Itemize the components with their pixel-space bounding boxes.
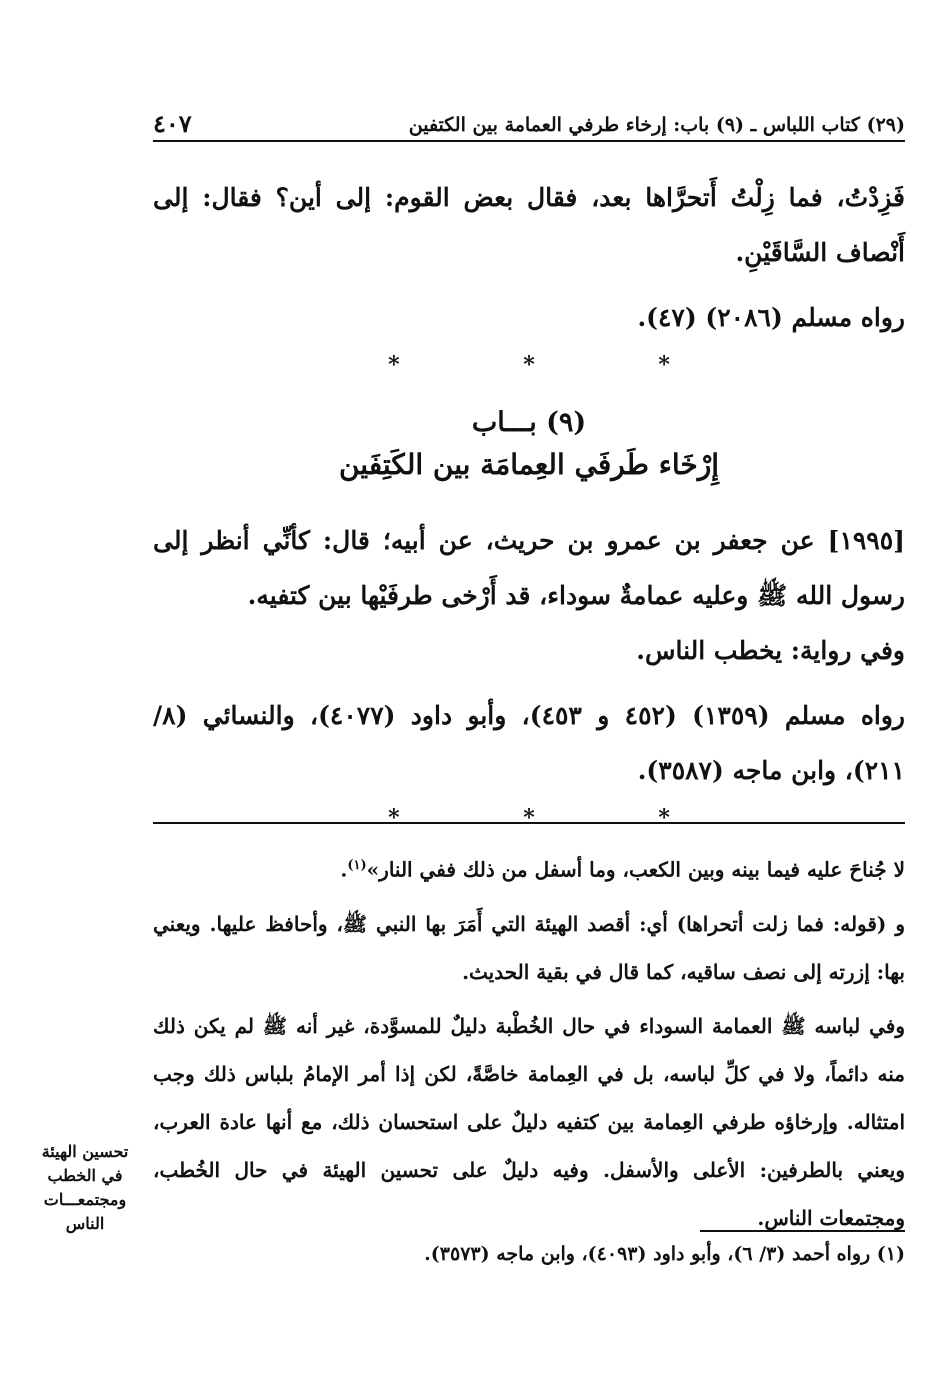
- source-citation-2: رواه مسلم (١٣٥٩) (٤٥٢ و ٤٥٣)، وأبو داود (٤٠٧٧)، والنسائي (٨/ ٢١١)، وابن ماجه (٣٥٨٧).: [153, 701, 906, 785]
- commentary-divider: [153, 822, 905, 824]
- commentary-paragraph-2: و (قوله: فما زلت أتحراها) أي: أقصد الهيئة التي أَمَرَ بها النبي ﷺ، وأحافظ عليها. ويعني بها: إزرته إلى نصف ساقيه، كما قال في بقية الحديث.: [153, 911, 905, 984]
- riwaya-line: وفي رواية: يخطب الناس.: [636, 636, 905, 665]
- commentary-paragraph-3: وفي لباسه ﷺ العمامة السوداء في حال الخُطْبة دليلٌ للمسوَّدة، غير أنه ﷺ لم يكن ذلك منه دائماً، ولا في كلِّ لباسه، بل في العِمامة خاصَّةً، لكن إذا أمر الإمامُ بلباس ذلك وجب امتثاله. وإرخاؤه طرفي العِمامة بين كتفيه دليلٌ على استحسان ذلك، مع أنها عادة العرب، ويعني بالطرفين: الأعلى والأسفل. وفيه دليلٌ على تحسين الهيئة في حال الخُطب، ومجتمعات الناس.: [153, 1013, 905, 1230]
- hadith-paragraph: [153, 513, 905, 623]
- continuation-paragraph: فَزِدْتُ، فما زِلْتُ أَتحرَّاها بعد، فقال بعض القوم: إلى أين؟ فقال: إلى أَنْصاف السَّاقَيْنِ.: [153, 183, 905, 267]
- commentary: [153, 842, 905, 1242]
- margin-note-line: الناس: [65, 1214, 105, 1233]
- margin-note-line: في الخطب: [47, 1166, 123, 1185]
- page-number: ٤٠٧: [153, 109, 192, 138]
- hadith-number: [١٩٩٥]: [827, 526, 905, 555]
- header-title: (٢٩) كتاب اللباس ـ (٩) باب: إرخاء طرفي العمامة بين الكتفين: [408, 114, 905, 136]
- chapter-number: (٩): [546, 407, 587, 438]
- section-separator-2: * * *: [388, 805, 728, 831]
- section-separator: * * *: [388, 352, 728, 378]
- margin-note: [26, 1140, 144, 1236]
- footnote-rule: [700, 1230, 905, 1232]
- footnote-ref: (١): [347, 858, 367, 873]
- footnote: (١) رواه أحمد (٣/ ٦)، وأبو داود (٤٠٩٣)، وابن ماجه (٣٥٧٣).: [424, 1243, 905, 1265]
- running-header: [153, 98, 905, 142]
- chapter-title: إِرْخَاء طَرفَي العِمامَة بين الكَتِفَين: [338, 448, 719, 481]
- commentary-text-1-end: .: [340, 857, 348, 882]
- chapter-label: بـــاب: [471, 407, 537, 438]
- hadith-text: عن جعفر بن عمرو بن حريث، عن أبيه؛ قال: كأنِّي أنظر إلى رسول الله ﷺ وعليه عمامةٌ سوداء، قد أَرْخى طرفَيْها بين كتفيه.: [153, 526, 905, 610]
- margin-note-line: تحسين الهيئة: [41, 1142, 129, 1161]
- main-text: [153, 170, 905, 838]
- chapter-heading: [153, 403, 905, 443]
- commentary-paragraph-1: [153, 842, 905, 894]
- source-citation-1: رواه مسلم (٢٠٨٦) (٤٧).: [637, 303, 905, 332]
- margin-note-line: ومجتمعـــات: [43, 1190, 127, 1209]
- commentary-text-1: لا جُناحَ عليه فيما بينه وبين الكعب، وما أسفل من ذلك ففي النار»: [366, 857, 905, 882]
